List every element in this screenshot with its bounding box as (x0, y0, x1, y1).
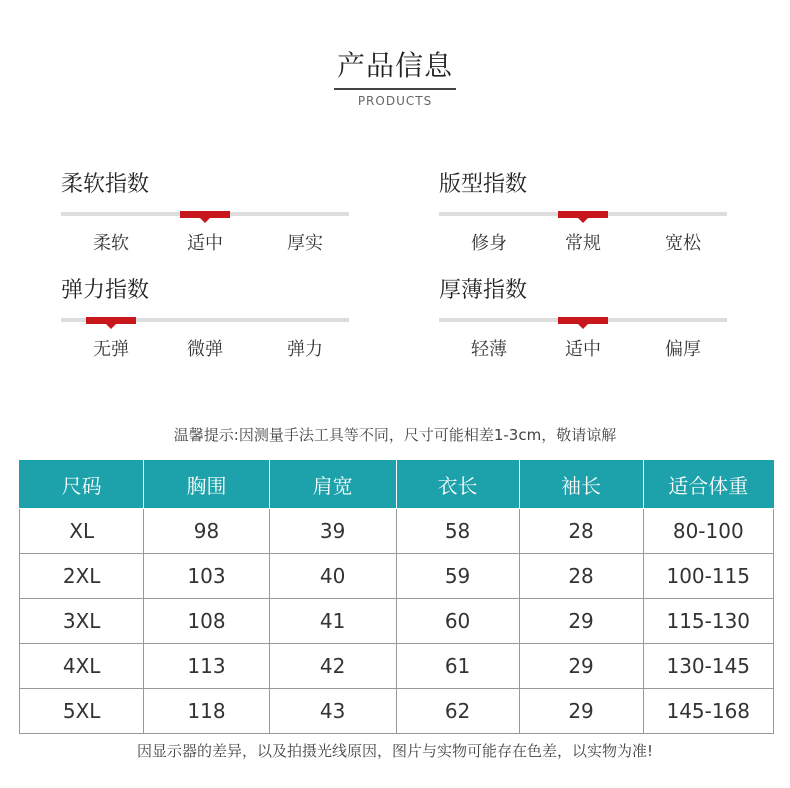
index-marker (558, 317, 608, 324)
table-cell: 61 (396, 644, 519, 689)
table-cell: 29 (519, 644, 643, 689)
table-cell: 43 (269, 689, 396, 734)
index-label: 柔软 (93, 233, 129, 254)
column-header: 衣长 (396, 460, 519, 509)
index-label: 宽松 (665, 233, 701, 254)
index-label: 常规 (565, 233, 601, 254)
column-header: 胸围 (144, 460, 269, 509)
index-label: 无弹 (93, 339, 129, 360)
table-cell: 40 (269, 554, 396, 599)
table-row (20, 599, 774, 644)
table-cell: 113 (144, 644, 269, 689)
index-title: 柔软指数 (61, 172, 150, 197)
table-cell: 41 (269, 599, 396, 644)
table-cell: 62 (396, 689, 519, 734)
index-title: 版型指数 (439, 172, 528, 197)
table-cell: 60 (396, 599, 519, 644)
table-cell: 145-168 (643, 689, 773, 734)
table-cell: XL (20, 509, 144, 554)
index-label: 适中 (565, 339, 601, 360)
title-underline (334, 88, 456, 90)
table-cell: 5XL (20, 689, 144, 734)
table-cell: 108 (144, 599, 269, 644)
size-table-header-row (20, 460, 774, 509)
page-title: 产品信息 (336, 49, 453, 82)
table-row (20, 509, 774, 554)
table-row (20, 689, 774, 734)
index-label: 微弹 (187, 339, 223, 360)
table-cell: 4XL (20, 644, 144, 689)
column-header: 袖长 (519, 460, 643, 509)
index-track (61, 212, 349, 216)
table-cell: 118 (144, 689, 269, 734)
table-cell: 98 (144, 509, 269, 554)
table-cell: 115-130 (643, 599, 773, 644)
table-cell: 42 (269, 644, 396, 689)
table-cell: 29 (519, 689, 643, 734)
table-cell: 29 (519, 599, 643, 644)
index-thickness (439, 277, 727, 360)
index-elasticity (61, 277, 349, 360)
column-header: 适合体重 (643, 460, 773, 509)
index-label: 厚实 (287, 233, 323, 254)
table-cell: 58 (396, 509, 519, 554)
index-track (439, 212, 727, 216)
section-header (0, 48, 790, 108)
index-label: 弹力 (287, 339, 323, 360)
index-label: 轻薄 (471, 339, 507, 360)
column-header: 尺码 (20, 460, 144, 509)
table-cell: 28 (519, 554, 643, 599)
index-marker (86, 317, 136, 324)
table-cell: 3XL (20, 599, 144, 644)
index-label: 适中 (187, 233, 223, 254)
column-header: 肩宽 (269, 460, 396, 509)
index-title: 弹力指数 (61, 278, 150, 303)
measurement-tip: 温馨提示:因测量手法工具等不同，尺寸可能相差1-3cm，敬请谅解 (173, 426, 617, 444)
table-row (20, 554, 774, 599)
table-cell: 59 (396, 554, 519, 599)
table-cell: 39 (269, 509, 396, 554)
table-cell: 2XL (20, 554, 144, 599)
index-fit (439, 171, 727, 254)
index-label: 修身 (471, 233, 507, 254)
table-cell: 80-100 (643, 509, 773, 554)
index-marker (558, 211, 608, 218)
table-cell: 103 (144, 554, 269, 599)
index-softness (61, 171, 349, 254)
table-cell: 100-115 (643, 554, 773, 599)
size-table (19, 460, 774, 734)
index-title: 厚薄指数 (439, 278, 528, 303)
color-disclaimer: 因显示器的差异，以及拍摄光线原因，图片与实物可能存在色差，以实物为准! (136, 742, 654, 760)
index-marker (180, 211, 230, 218)
index-track (61, 318, 349, 322)
page-subtitle: PRODUCTS (357, 94, 433, 108)
index-track (439, 318, 727, 322)
index-label: 偏厚 (665, 339, 701, 360)
table-cell: 130-145 (643, 644, 773, 689)
table-cell: 28 (519, 509, 643, 554)
table-row (20, 644, 774, 689)
